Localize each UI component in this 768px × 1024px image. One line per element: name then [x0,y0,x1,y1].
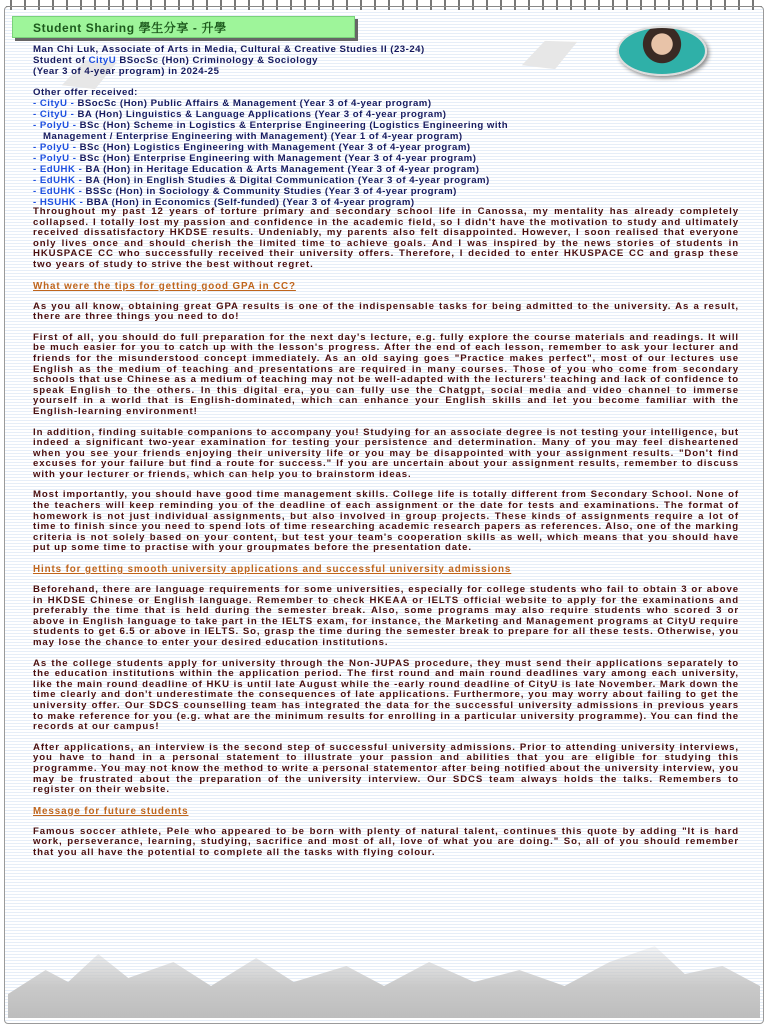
section-paragraph: Famous soccer athlete, Pele who appeared to be born with plenty of natural talent, continues this quote by adding "It is hard work, perseverance, learning, studying, sacrifice and most of all, love of what you are doing." So, all of you should remember that you all have the potential to complete all the tasks with flying colour. [33,825,739,858]
offer-university: - CityU - [33,109,78,120]
offer-program: BSSc (Hon) in Sociology & Community Studies (Year 3 of 4-year program) [85,186,457,197]
offer-item [33,186,743,197]
offer-program: BSocSc (Hon) Public Affairs & Management (Year 3 of 4-year program) [77,98,432,109]
offer-university: - PolyU - [33,153,80,164]
offer-item [33,164,743,175]
offer-program: BA (Hon) Linguistics & Language Applications (Year 3 of 4-year program) [77,109,447,120]
offer-university: - EdUHK - [33,186,86,197]
offer-program: BSc (Hon) Scheme in Logistics & Enterprise Engineering (Logistics Engineering with [79,120,509,131]
offers-list [33,87,743,208]
section-heading: What were the tips for getting good GPA in CC? [33,280,296,292]
ring-binding [6,0,762,10]
offer-university: - EdUHK - [33,175,86,186]
section-heading: Hints for getting smooth university applications and successful university admissions [33,564,512,576]
offer-program: BSc (Hon) Enterprise Engineering with Management (Year 3 of 4-year program) [79,153,477,164]
intro-paragraph: Throughout my past 12 years of torture primary and secondary school life in Canossa, my mentality has already completely collapsed. I totally lost my passion and confidence in the academic field, so I didn't have the motivation to study and ultimately received dissatisfactory HKDSE results. Undeniably, my parents also felt disappointed. However, I soon realised that everyone only lives once and should cherish the limited time to achieve goals. And I was inspired by the news stories of students in HKUSPACE CC who successfully received their university offers. Therefore, I decided to enter HKUSPACE CC and grasp these two years of study to strive the best without regret. [33,206,739,270]
offers-heading: Other offer received: [33,87,138,98]
section-paragraph: Beforehand, there are language requirements for some universities, especially for college students who fail to obtain 3 or above in HKDSE Chinese or English language. Remember to check HKEAA or IELTS official website to apply for the examinations and preferably the time that is held during the semester break. Also, some programs may also require students who scored 3 or above in English language to take part in the IELTS exam, for instance, the Marketing and Management programs at CityU require students to get 6.5 or above in IELTS. So, grasp the time during the semester break to prepare for all these tests. Otherwise, you may lose the chance to enter your desired education institutions. [33,584,739,648]
offer-item [33,98,743,109]
section-heading: Message for future students [33,805,189,817]
program-name: BSocSc (Hon) Criminology & Sociology [116,55,319,66]
offer-program: BA (Hon) in English Studies & Digital Communication (Year 3 of 4-year program) [85,175,490,186]
article-body [33,207,739,869]
offer-program: BSc (Hon) Logistics Engineering with Management (Year 3 of 4-year program) [79,142,471,153]
offer-program: BA (Hon) in Heritage Education & Arts Management (Year 3 of 4-year program) [85,164,480,175]
offer-university: - EdUHK - [33,164,86,175]
student-name-line: Man Chi Luk, Associate of Arts in Media, Cultural & Creative Studies II (23-24) [33,44,425,55]
offer-university: - PolyU - [33,142,80,153]
offer-university: - PolyU - [33,120,80,131]
section-paragraph: As you all know, obtaining great GPA results is one of the indispensable tasks for being admitted to the university. As a result, there are three things you need to do! [33,300,739,323]
offer-item [33,142,743,153]
section-paragraph: In addition, finding suitable companions to accompany you! Studying for an associate degree is not testing your intelligence, but indeed a significant two-year examination for testing your persistence and determination. Many of you may feel disheartened when you see your friends enjoying their university life or you may be disappointed with your assignment results. "Don't find excuses for your failure but find a route for success." If you are uncertain about your assignment results, remember to discuss with your lecturer or friends, which can help you to brainstorm ideas. [33,426,739,480]
student-info [33,44,613,77]
offer-program-continuation: Management / Enterprise Engineering with Management) (Year 1 of 4-year program) [43,131,463,142]
section-paragraph: First of all, you should do full preparation for the next day's lecture, e.g. fully explore the course materials and readings. It will be much easier for you to catch up with the lesson's progress. After the end of each lesson, remember to ask your lecturer and friends for the misunderstood concept immediately. As an old saying goes "Practice makes perfect", most of our lectures use English as the medium of teaching and presentations are required in many courses. Those of you who come from secondary schools that use Chinese as a medium of teaching may not be well-adapted with the lecturers' teaching and lack of confidence to speak English to the others. In this digital era, you can fully use the Chatgpt, social media and video channel to immerse yourself in a world that is English-dominated, which can enhance your English skills and let you become familiar with the English-learning environment! [33,331,739,417]
offer-university: - HSUHK - [33,197,87,208]
offer-item [33,109,743,120]
section-paragraph: Most importantly, you should have good time management skills. College life is totally different from Secondary School. None of the teachers will keep reminding you of the deadline of each assignment or the date for tests and examinations. The format of homework is not just individual assignments, but also involved in group projects. These kinds of assignments require a lot of time to finish since you need to spend lots of time researching academic research papers as references. Also, one of the marking criteria is not solely based on your content, but test your team's cooperation skills as well, which means that you should have put up some time to practise with your groupmates before the presentation date. [33,489,739,554]
university-name: CityU [88,55,117,66]
offer-item [33,153,743,164]
student-program-line [33,55,613,66]
offer-item [33,120,743,131]
section-paragraph: As the college students apply for university through the Non-JUPAS procedure, they must send their applications separately to the education institutions within the application period. The first round and main round deadlines vary among each university, like the main round deadline of HKU is until late August while the -early round deadline of CityU is late November. Mark down the time clearly and don't underestimate the consequences of late applications. Furthermore, you may worry about failing to get the university offer. Our SDCS counselling team has integrated the data for the successful university admissions in previous years to make reference for you (e.g. what are the minimum results for enrolling in a particular university programme). You can find the records at our campus! [33,657,739,733]
student-year-line: (Year 3 of 4-year program) in 2024-25 [33,66,220,77]
offer-program: BBA (Hon) in Economics (Self-funded) (Year 3 of 4-year program) [86,197,415,208]
page-title: Student Sharing 學生分享 - 升學 [12,16,355,38]
section-paragraph: After applications, an interview is the second step of successful university admissions. Prior to attending university interviews, you have to hand in a personal statement to illustrate your passion and abilities that you are eligible for studying this programme. You may not know the method to write a personal statementor after being notified about the university interview, you may be frustrated about the preparation of the university interview. Our SDCS team always holds the talks. Remembers to register on their website. [33,741,739,796]
offer-item [33,175,743,186]
student-photo [617,26,707,76]
offer-university: - CityU - [33,98,78,109]
label: Student of [33,55,89,66]
